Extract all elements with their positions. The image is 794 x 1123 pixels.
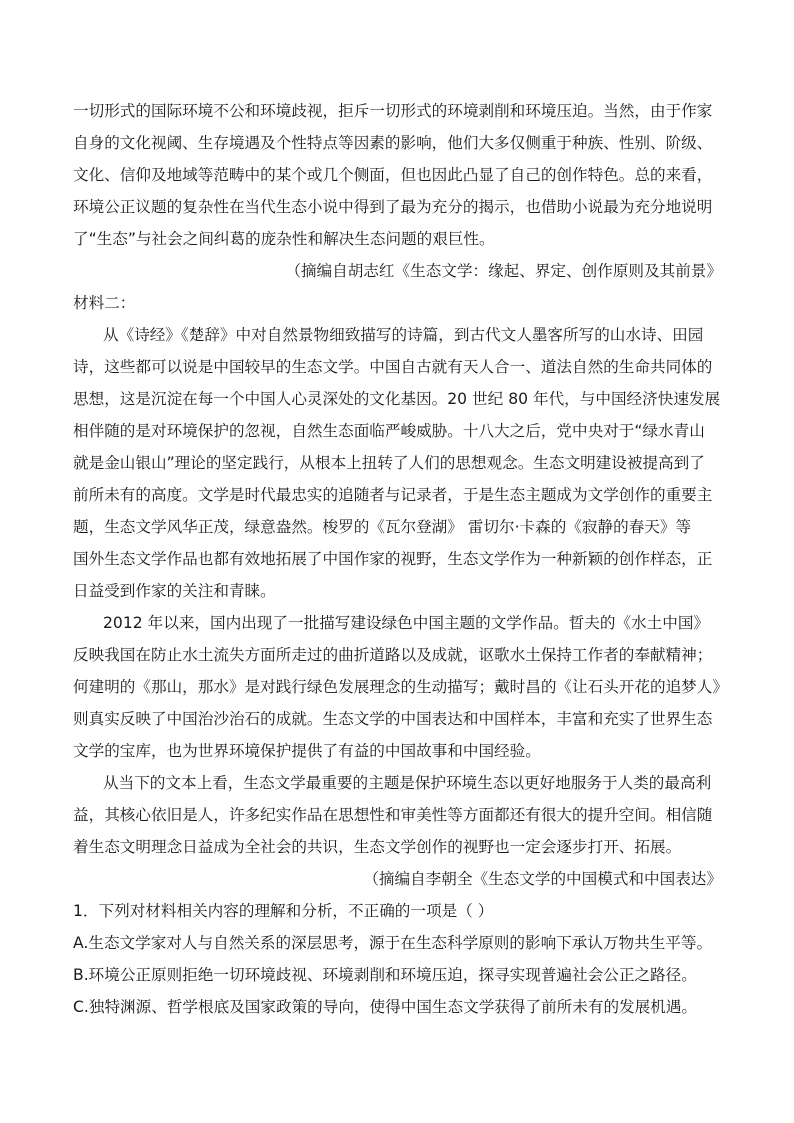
paragraph-line: 环境公正议题的复杂性在当代生态小说中得到了最为充分的揭示，也借助小说最为充分地说明 — [73, 198, 713, 216]
paragraph-line: 从《诗经》《楚辞》中对自然景物细致描写的诗篇，到古代文人墨客所写的山水诗、田园 — [103, 326, 704, 344]
paragraph-line: 自身的文化视阈、生存境遇及个性特点等因素的影响，他们大多仅侧重于种族、性别、阶级、 — [73, 134, 713, 152]
paragraph-line: 题，生态文学风华正茂，绿意盎然。梭罗的《瓦尔登湖》 雷切尔·卡森的《寂静的春天》等 — [73, 518, 692, 536]
source-citation: （摘编自李朝全《生态文学的中国模式和中国表达》 — [363, 870, 722, 888]
paragraph-line: 诗，这些都可以说是中国较早的生态文学。中国自古就有天人合一、道法自然的生命共同体的 — [73, 358, 713, 376]
paragraph-line: 文学的宝库，也为世界环境保护提供了有益的中国故事和中国经验。 — [73, 742, 541, 760]
paragraph-line: 国外生态文学作品也都有效地拓展了中国作家的视野，生态文学作为一种新颖的创作样态，正 — [73, 550, 713, 568]
answer-option-b: B.环境公正原则拒绝一切环境歧视、环境剥削和环境压迫，探寻实现普遍社会公正之路径。 — [73, 966, 697, 984]
section-heading: 材料二： — [73, 294, 136, 312]
question-stem: 1．下列对材料相关内容的理解和分析，不正确的一项是（ ） — [73, 902, 494, 920]
paragraph-line: 则真实反映了中国治沙治石的成就。生态文学的中国表达和中国样本，丰富和充实了世界生态 — [73, 710, 713, 728]
paragraph-line: 日益受到作家的关注和青睐。 — [73, 582, 276, 600]
paragraph-line: 相伴随的是对环境保护的忽视，自然生态面临严峻威胁。十八大之后，党中央对于“绿水青山 — [73, 422, 705, 440]
paragraph-line: 了“生态”与社会之间纠葛的庞杂性和解决生态问题的艰巨性。 — [73, 230, 495, 248]
paragraph-line: 就是金山银山”理论的坚定践行，从根本上扭转了人们的思想观念。生态文明建设被提高到了 — [73, 454, 705, 472]
paragraph-line: 前所未有的高度。文学是时代最忠实的追随者与记录者，于是生态主题成为文学创作的重要主 — [73, 486, 713, 504]
paragraph-line: 从当下的文本上看，生态文学最重要的主题是保护环境生态以更好地服务于人类的最高利 — [103, 774, 712, 792]
source-citation: （摘编自胡志红《生态文学：缘起、界定、创作原则及其前景》 — [285, 262, 722, 280]
paragraph-line: 着生态文明理念日益成为全社会的共识，生态文学创作的视野也一定会逐步打开、拓展。 — [73, 838, 682, 856]
answer-option-c: C.独特渊源、哲学根底及国家政策的导向，使得中国生态文学获得了前所未有的发展机遇。 — [73, 998, 698, 1016]
paragraph-line: 一切形式的国际环境不公和环境歧视，拒斥一切形式的环境剥削和环境压迫。当然，由于作家 — [73, 102, 713, 120]
paragraph-line: 2012 年以来，国内出现了一批描写建设绿色中国主题的文学作品。晢夫的《水土中国》 — [103, 614, 710, 632]
paragraph-line: 思想，这是沉淀在每一个中国人心灵深处的文化基因。20 世纪 80 年代，与中国经济快速发展 — [73, 390, 721, 408]
answer-option-a: A.生态文学家对人与自然关系的深层思考，源于在生态科学原则的影响下承认万物共生平等。 — [73, 934, 713, 952]
paragraph-line: 文化、信仰及地域等范畴中的某个或几个侧面，但也因此凸显了自己的创作特色。总的来看， — [73, 166, 713, 184]
paragraph-line: 反映我国在防止水土流失方面所走过的曲折道路以及成就，讴歌水土保持工作者的奉献精神； — [73, 646, 713, 664]
paragraph-line: 何建明的《那山，那水》是对践行绿色发展理念的生动描写；戴时昌的《让石头开花的追梦人》 — [73, 678, 728, 696]
paragraph-line: 益，其核心依旧是人，许多纪实作品在思想性和审美性等方面都还有很大的提升空间。相信随 — [73, 806, 713, 824]
